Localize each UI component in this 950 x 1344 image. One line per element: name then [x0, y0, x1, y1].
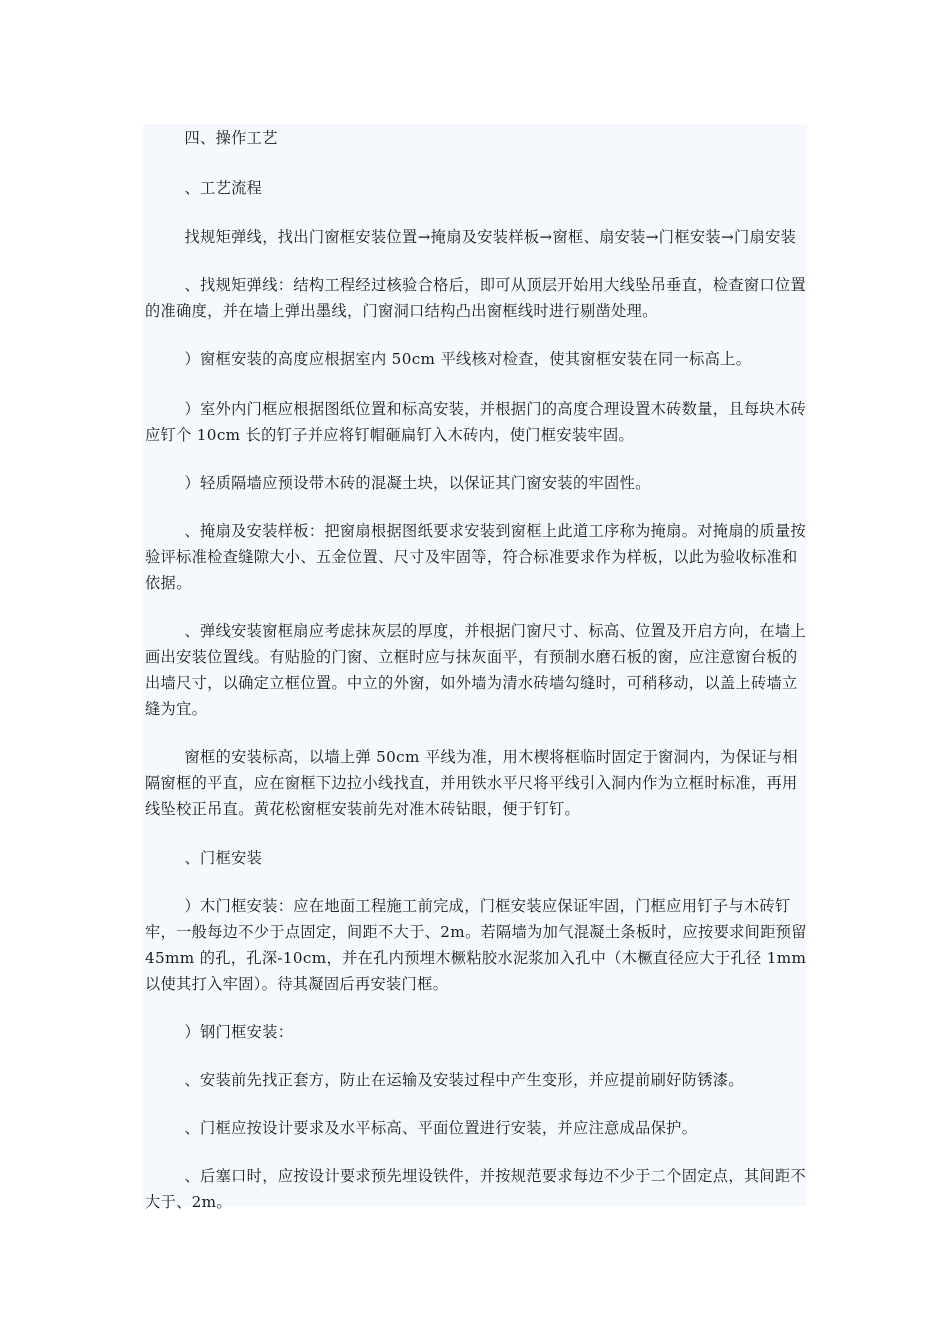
paragraph: 、后塞口时，应按设计要求预先埋设铁件，并按规范要求每边不少于二个固定点，其间距不大于、2m。: [145, 1167, 807, 1211]
paragraph: 窗框的安装标高，以墙上弹 50cm 平线为准，用木楔将框临时固定于窗洞内，为保证与相隔窗框的平直，应在窗框下边拉小线找直，并用铁水平尺将平线引入洞内作为立框时标准，再用线坠校正吊直。黄花松窗框安装前先对准木砖钻眼，便于钉钉。: [145, 748, 798, 818]
paragraph: 、弹线安装窗框扇应考虑抹灰层的厚度，并根据门窗尺寸、标高、位置及开启方向，在墙上画出安装位置线。有贴脸的门窗、立框时应与抹灰面平，有预制水磨石板的窗，应注意窗台板的出墙尺寸，以确定立框位置。中立的外窗，如外墙为清水砖墙勾缝时，可稍移动，以盖上砖墙立缝为宜。: [145, 622, 807, 718]
subsection-heading: 、门框安装: [184, 849, 263, 867]
paragraph: ）窗框安装的高度应根据室内 50cm 平线核对检查，使其窗框安装在同一标高上。: [184, 350, 752, 368]
paragraph: ）钢门框安装：: [184, 1023, 294, 1041]
document-body: [143, 124, 807, 1211]
paragraph: ）木门框安装：应在地面工程施工前完成，门框安装应保证牢固，门框应用钉子与木砖钉牢，一般每边不少于点固定，间距不大于、2m。若隔墙为加气混凝土条板时，应按要求间距预留 45mm 的孔，孔深-10cm，并在孔内预埋木橛粘胶水泥浆加入孔中（木橛直径应大于孔径 1mm 以使其打入牢固）。待其凝固后再安装门框。: [145, 897, 807, 993]
paragraph: 、安装前先找正套方，防止在运输及安装过程中产生变形，并应提前刷好防锈漆。: [184, 1071, 744, 1089]
paragraph: 、门框应按设计要求及水平标高、平面位置进行安装，并应注意成品保护。: [184, 1119, 698, 1137]
process-flow-paragraph: 找规矩弹线，找出门窗框安装位置→掩扇及安装样板→窗框、扇安装→门框安装→门扇安装: [184, 228, 797, 246]
paragraph: ）轻质隔墙应预设带木砖的混凝土块，以保证其门窗安装的牢固性。: [184, 474, 651, 492]
paragraph: 、掩扇及安装样板：把窗扇根据图纸要求安装到窗框上此道工序称为掩扇。对掩扇的质量按验评标准检查缝隙大小、五金位置、尺寸及牢固等，符合标准要求作为样板，以此为验收标准和依据。: [145, 522, 807, 592]
paragraph: 、找规矩弹线：结构工程经过核验合格后，即可从顶层开始用大线坠吊垂直，检查窗口位置的准确度，并在墙上弹出墨线，门窗洞口结构凸出窗框线时进行剔凿处理。: [145, 276, 807, 320]
paragraph: ）室外内门框应根据图纸位置和标高安装，并根据门的高度合理设置木砖数量，且每块木砖应钉个 10cm 长的钉子并应将钉帽砸扁钉入木砖内，使门框安装牢固。: [145, 400, 807, 444]
section-heading: 四、操作工艺: [184, 129, 278, 147]
subsection-heading: 、工艺流程: [184, 179, 263, 197]
